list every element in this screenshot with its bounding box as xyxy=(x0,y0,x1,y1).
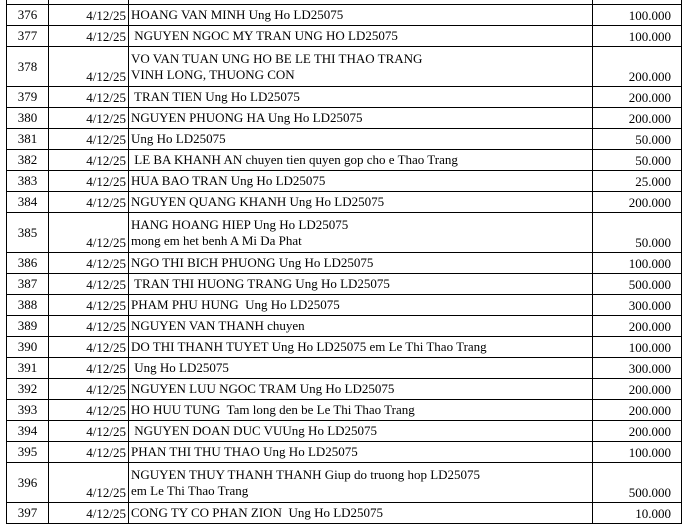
transaction-date: 4/12/25 xyxy=(49,150,129,171)
transaction-description xyxy=(129,26,593,47)
transaction-date: 4/12/25 xyxy=(49,400,129,421)
description-line: NGO THI BICH PHUONG Ung Ho LD25075 xyxy=(131,255,374,270)
table-row xyxy=(7,421,682,442)
donation-amount: 300.000 xyxy=(593,295,682,316)
description-line: NGUYEN DOAN DUC VUUng Ho LD25075 xyxy=(131,423,378,438)
donation-table xyxy=(6,0,682,524)
description-line: NGUYEN THUY THANH THANH Giup do truong hop LD25075 xyxy=(131,466,481,482)
table-row xyxy=(7,108,682,129)
row-number: 383 xyxy=(7,171,49,192)
description-line: VO VAN TUAN UNG HO BE LE THI THAO TRANG xyxy=(131,50,423,66)
description-line: TRAN THI HUONG TRANG Ung Ho LD25075 xyxy=(131,276,390,291)
transaction-description xyxy=(129,400,593,421)
transaction-date: 4/12/25 xyxy=(49,192,129,213)
transaction-date: 4/12/25 xyxy=(49,171,129,192)
row-number: 387 xyxy=(7,274,49,295)
table-row xyxy=(7,5,682,26)
row-number: 390 xyxy=(7,337,49,358)
row-number: 396 xyxy=(7,463,49,503)
donation-amount: 100.000 xyxy=(593,26,682,47)
donation-amount: 200.000 xyxy=(593,379,682,400)
transaction-description xyxy=(129,358,593,379)
description-line: NGUYEN PHUONG HA Ung Ho LD25075 xyxy=(131,110,363,125)
transaction-date: 4/12/25 xyxy=(49,5,129,26)
transaction-description xyxy=(129,192,593,213)
row-number: 389 xyxy=(7,316,49,337)
transaction-date: 4/12/25 xyxy=(49,87,129,108)
transaction-date: 4/12/25 xyxy=(49,337,129,358)
transaction-description xyxy=(129,171,593,192)
transaction-description xyxy=(129,463,593,503)
donation-amount: 200.000 xyxy=(593,421,682,442)
row-number: 382 xyxy=(7,150,49,171)
transaction-description xyxy=(129,108,593,129)
description-line: NGUYEN VAN THANH chuyen xyxy=(131,318,305,333)
description-line: DO THI THANH TUYET Ung Ho LD25075 em Le Thi Thao Trang xyxy=(131,339,487,354)
transaction-description xyxy=(129,129,593,150)
transaction-date: 4/12/25 xyxy=(49,295,129,316)
table-row xyxy=(7,87,682,108)
transaction-description xyxy=(129,316,593,337)
transaction-date: 4/12/25 xyxy=(49,108,129,129)
donation-amount: 50.000 xyxy=(593,213,682,253)
transaction-description xyxy=(129,213,593,253)
transaction-date: 4/12/25 xyxy=(49,421,129,442)
table-row xyxy=(7,337,682,358)
row-number: 376 xyxy=(7,5,49,26)
donation-amount: 100.000 xyxy=(593,5,682,26)
table-row xyxy=(7,26,682,47)
donation-amount: 300.000 xyxy=(593,358,682,379)
description-line: PHAM PHU HUNG Ung Ho LD25075 xyxy=(131,297,340,312)
transaction-date: 4/12/25 xyxy=(49,213,129,253)
transaction-date: 4/12/25 xyxy=(49,253,129,274)
row-number: 395 xyxy=(7,442,49,463)
transaction-description xyxy=(129,442,593,463)
description-line: HOANG VAN MINH Ung Ho LD25075 xyxy=(131,7,344,22)
transaction-description xyxy=(129,253,593,274)
table-row xyxy=(7,171,682,192)
transaction-description xyxy=(129,379,593,400)
donation-amount: 500.000 xyxy=(593,463,682,503)
description-line: HANG HOANG HIEP Ung Ho LD25075 xyxy=(131,216,349,232)
donation-amount: 100.000 xyxy=(593,442,682,463)
donation-amount: 200.000 xyxy=(593,87,682,108)
donation-amount: 25.000 xyxy=(593,171,682,192)
table-row xyxy=(7,253,682,274)
transaction-date: 4/12/25 xyxy=(49,274,129,295)
donation-amount: 200.000 xyxy=(593,316,682,337)
donation-amount: 200.000 xyxy=(593,192,682,213)
row-number: 386 xyxy=(7,253,49,274)
transaction-description xyxy=(129,337,593,358)
row-number: 391 xyxy=(7,358,49,379)
transaction-date: 4/12/25 xyxy=(49,129,129,150)
donation-amount: 10.000 xyxy=(593,503,682,524)
row-number: 394 xyxy=(7,421,49,442)
table-row xyxy=(7,129,682,150)
row-number: 392 xyxy=(7,379,49,400)
table-row xyxy=(7,379,682,400)
donation-amount: 200.000 xyxy=(593,400,682,421)
transaction-date: 4/12/25 xyxy=(49,26,129,47)
description-line: PHAN THI THU THAO Ung Ho LD25075 xyxy=(131,444,358,459)
description-line: NGUYEN NGOC MY TRAN UNG HO LD25075 xyxy=(131,28,398,43)
row-number: 379 xyxy=(7,87,49,108)
transaction-description xyxy=(129,87,593,108)
table-row xyxy=(7,192,682,213)
row-number: 384 xyxy=(7,192,49,213)
row-number: 380 xyxy=(7,108,49,129)
description-line: HUA BAO TRAN Ung Ho LD25075 xyxy=(131,173,326,188)
transaction-description xyxy=(129,47,593,87)
description-line: HO HUU TUNG Tam long den be Le Thi Thao Trang xyxy=(131,402,415,417)
table-row xyxy=(7,295,682,316)
transaction-date: 4/12/25 xyxy=(49,379,129,400)
row-number: 377 xyxy=(7,26,49,47)
transaction-description xyxy=(129,5,593,26)
donation-amount: 500.000 xyxy=(593,274,682,295)
description-line: mong em het benh A Mi Da Phat xyxy=(131,232,302,248)
donation-amount: 200.000 xyxy=(593,108,682,129)
transaction-description xyxy=(129,503,593,524)
table-body xyxy=(7,0,682,524)
donation-amount: 200.000 xyxy=(593,47,682,87)
transaction-date: 4/12/25 xyxy=(49,503,129,524)
transaction-description xyxy=(129,274,593,295)
description-line: NGUYEN LUU NGOC TRAM Ung Ho LD25075 xyxy=(131,381,395,396)
description-line: Ung Ho LD25075 xyxy=(131,131,226,146)
table-row xyxy=(7,463,682,503)
transaction-date: 4/12/25 xyxy=(49,47,129,87)
table-row xyxy=(7,316,682,337)
transaction-description xyxy=(129,150,593,171)
donation-amount: 50.000 xyxy=(593,150,682,171)
description-line: VINH LONG, THUONG CON xyxy=(131,66,295,82)
description-line: TRAN TIEN Ung Ho LD25075 xyxy=(131,89,300,104)
table-row xyxy=(7,274,682,295)
table-row xyxy=(7,47,682,87)
row-number: 388 xyxy=(7,295,49,316)
donation-amount: 100.000 xyxy=(593,337,682,358)
row-number: 385 xyxy=(7,213,49,253)
description-line: NGUYEN QUANG KHANH Ung Ho LD25075 xyxy=(131,194,385,209)
table-row xyxy=(7,150,682,171)
row-number: 393 xyxy=(7,400,49,421)
table-row xyxy=(7,400,682,421)
description-line: CONG TY CO PHAN ZION Ung Ho LD25075 xyxy=(131,505,384,520)
row-number: 378 xyxy=(7,47,49,87)
description-line: LE BA KHANH AN chuyen tien quyen gop cho e Thao Trang xyxy=(131,152,458,167)
transaction-description xyxy=(129,295,593,316)
donation-amount: 50.000 xyxy=(593,129,682,150)
transaction-date: 4/12/25 xyxy=(49,442,129,463)
transaction-date: 4/12/25 xyxy=(49,316,129,337)
description-line: Ung Ho LD25075 xyxy=(131,360,229,375)
row-number: 397 xyxy=(7,503,49,524)
donation-amount: 100.000 xyxy=(593,253,682,274)
transaction-description xyxy=(129,421,593,442)
description-line: em Le Thi Thao Trang xyxy=(131,482,249,498)
table-row xyxy=(7,213,682,253)
transaction-date: 4/12/25 xyxy=(49,358,129,379)
row-number: 381 xyxy=(7,129,49,150)
table-row xyxy=(7,358,682,379)
table-row xyxy=(7,442,682,463)
transaction-date: 4/12/25 xyxy=(49,463,129,503)
table-row xyxy=(7,503,682,524)
